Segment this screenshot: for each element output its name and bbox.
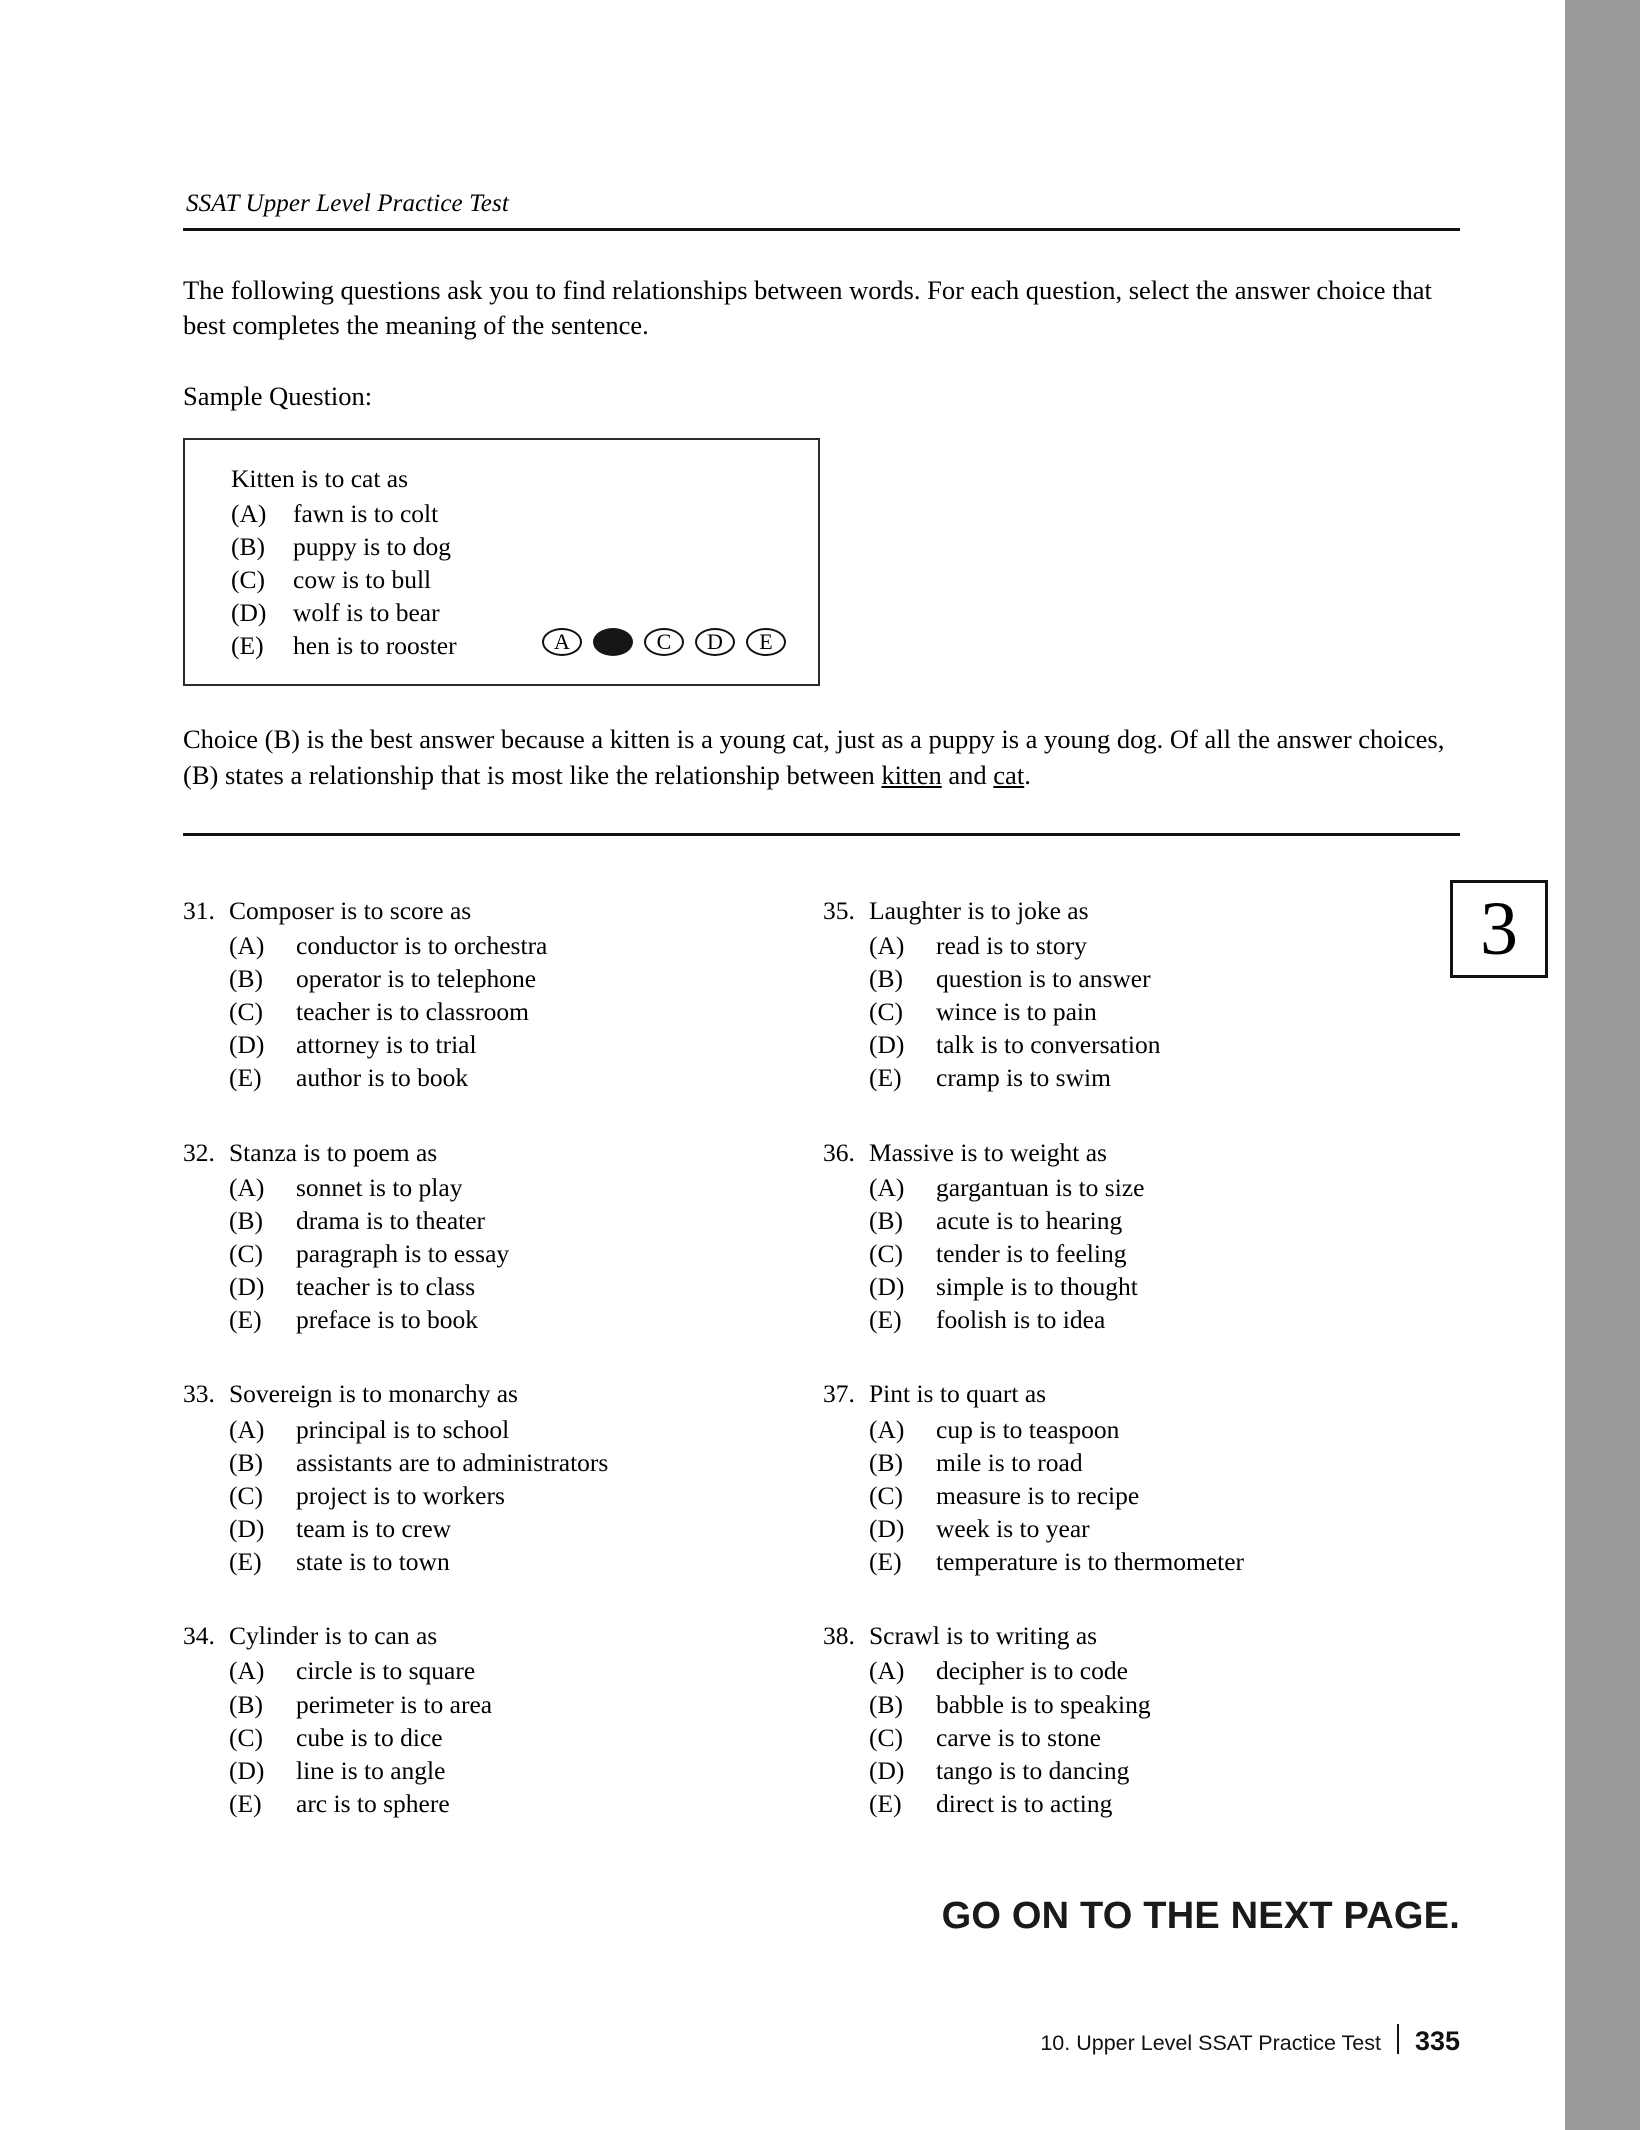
sample-option-text: wolf is to bear <box>293 598 440 628</box>
question-number: 36. <box>823 1137 855 1167</box>
answer-bubble-b-filled[interactable] <box>593 628 633 656</box>
question-33 <box>183 1377 823 1578</box>
question-stem <box>823 1619 1463 1652</box>
sample-question-stem: Kitten is to cat as <box>231 464 409 494</box>
option-text: temperature is to thermometer <box>936 1547 1245 1577</box>
question-option[interactable] <box>183 1787 823 1820</box>
option-text: cup is to teaspoon <box>936 1414 1120 1444</box>
option-text: arc is to sphere <box>296 1789 450 1819</box>
question-option[interactable] <box>823 1237 1463 1270</box>
question-37 <box>823 1377 1463 1578</box>
explanation-part-3: . <box>1024 759 1031 790</box>
answer-bubble-d[interactable]: D <box>695 628 735 656</box>
option-letter: (C) <box>229 1480 263 1510</box>
instructions-paragraph: The following questions ask you to find relationships between words. For each question, select the answer choice that best completes the meaning of the sentence. <box>183 275 1432 341</box>
question-column-right <box>823 894 1463 1820</box>
question-option[interactable] <box>183 1061 823 1094</box>
sample-question-label: Sample Question: <box>183 381 373 412</box>
option-text: foolish is to idea <box>936 1305 1106 1335</box>
footer-chapter-label: 10. Upper Level SSAT Practice Test <box>1040 2031 1381 2055</box>
question-option[interactable] <box>183 1721 823 1754</box>
option-text: week is to year <box>936 1514 1090 1544</box>
explanation-part-2: and <box>941 759 994 790</box>
question-option[interactable] <box>823 1545 1463 1578</box>
answer-bubble-e[interactable]: E <box>746 628 786 656</box>
option-letter: (B) <box>869 1205 903 1235</box>
question-option[interactable] <box>823 1303 1463 1336</box>
question-text: Composer is to score as <box>229 895 472 925</box>
question-option[interactable] <box>183 995 823 1028</box>
question-column-left <box>183 894 823 1820</box>
option-letter: (B) <box>229 964 263 994</box>
option-text: babble is to speaking <box>936 1689 1151 1719</box>
question-option[interactable] <box>183 929 823 962</box>
question-option[interactable] <box>823 962 1463 995</box>
question-option[interactable] <box>183 1204 823 1237</box>
sample-option-letter: (E) <box>231 631 264 661</box>
option-letter: (A) <box>229 1414 265 1444</box>
footer-page-number: 335 <box>1414 2026 1460 2056</box>
option-text: perimeter is to area <box>296 1689 493 1719</box>
question-option[interactable] <box>823 1512 1463 1545</box>
question-option[interactable] <box>823 929 1463 962</box>
sample-question-box <box>183 438 820 686</box>
question-columns <box>183 886 1518 1820</box>
question-option[interactable] <box>823 1654 1463 1687</box>
question-option[interactable] <box>183 1754 823 1787</box>
question-36 <box>823 1136 1463 1337</box>
option-letter: (D) <box>229 1755 265 1785</box>
option-letter: (B) <box>869 964 903 994</box>
question-option[interactable] <box>183 1446 823 1479</box>
sample-option-letter: (B) <box>231 531 265 561</box>
option-text: circle is to square <box>296 1656 476 1686</box>
option-text: operator is to telephone <box>296 964 537 994</box>
option-letter: (A) <box>869 930 905 960</box>
option-text: simple is to thought <box>936 1272 1138 1302</box>
option-text: tango is to dancing <box>936 1755 1130 1785</box>
question-stem <box>183 1377 823 1410</box>
option-text: conductor is to orchestra <box>296 930 548 960</box>
question-option[interactable] <box>183 1545 823 1578</box>
option-text: talk is to conversation <box>936 1030 1161 1060</box>
sample-option-text: fawn is to colt <box>293 498 439 528</box>
option-letter: (C) <box>229 1722 263 1752</box>
question-option[interactable] <box>823 1721 1463 1754</box>
option-letter: (D) <box>869 1514 905 1544</box>
option-letter: (E) <box>869 1547 902 1577</box>
option-text: principal is to school <box>296 1414 510 1444</box>
explanation-underline-kitten: kitten <box>881 759 942 790</box>
option-letter: (E) <box>869 1063 902 1093</box>
question-text: Sovereign is to monarchy as <box>229 1379 518 1409</box>
option-letter: (A) <box>869 1656 905 1686</box>
option-letter: (E) <box>869 1305 902 1335</box>
question-number: 34. <box>183 1621 215 1651</box>
question-number: 32. <box>183 1137 215 1167</box>
option-letter: (A) <box>869 1414 905 1444</box>
option-letter: (D) <box>869 1272 905 1302</box>
option-letter: (E) <box>229 1789 262 1819</box>
question-text: Scrawl is to writing as <box>869 1621 1098 1651</box>
question-number: 37. <box>823 1379 855 1409</box>
page-footer <box>183 2020 1460 2057</box>
option-letter: (A) <box>229 1656 265 1686</box>
option-text: line is to angle <box>296 1755 446 1785</box>
question-35 <box>823 894 1463 1095</box>
option-letter: (C) <box>869 1239 903 1269</box>
page-edge-strip <box>1565 0 1640 2130</box>
option-text: question is to answer <box>936 964 1151 994</box>
question-option[interactable] <box>183 1479 823 1512</box>
option-text: drama is to theater <box>296 1205 486 1235</box>
option-letter: (B) <box>229 1205 263 1235</box>
question-option[interactable] <box>823 1413 1463 1446</box>
question-option[interactable] <box>823 1028 1463 1061</box>
question-option[interactable] <box>823 1204 1463 1237</box>
header-rule <box>183 228 1460 231</box>
question-option[interactable] <box>823 1446 1463 1479</box>
question-option[interactable] <box>823 995 1463 1028</box>
option-letter: (E) <box>869 1789 902 1819</box>
option-text: mile is to road <box>936 1447 1083 1477</box>
question-text: Massive is to weight as <box>869 1137 1107 1167</box>
question-option[interactable] <box>823 1754 1463 1787</box>
sample-option-letter: (D) <box>231 598 267 628</box>
sample-explanation <box>183 722 1460 792</box>
option-letter: (D) <box>229 1030 265 1060</box>
option-text: state is to town <box>296 1547 450 1577</box>
sample-option <box>231 530 818 563</box>
question-option[interactable] <box>183 1654 823 1687</box>
question-option[interactable] <box>183 1512 823 1545</box>
option-letter: (C) <box>869 997 903 1027</box>
sample-option <box>231 563 818 596</box>
option-letter: (D) <box>229 1272 265 1302</box>
option-text: tender is to feeling <box>936 1239 1127 1269</box>
answer-bubble-a[interactable]: A <box>542 628 582 656</box>
question-option[interactable] <box>823 1479 1463 1512</box>
explanation-part-1: Choice (B) is the best answer because a kitten is a young cat, just as a puppy is a young dog. Of all the answer choices, (B) states a relationship that is most like the relationship between <box>183 724 1445 790</box>
section-divider-rule <box>183 833 1460 836</box>
question-option[interactable] <box>183 1171 823 1204</box>
question-number: 38. <box>823 1621 855 1651</box>
page-content <box>183 190 1518 2056</box>
option-text: paragraph is to essay <box>296 1239 510 1269</box>
sample-option-text: hen is to rooster <box>293 631 457 661</box>
option-text: gargantuan is to size <box>936 1172 1145 1202</box>
question-option[interactable] <box>823 1270 1463 1303</box>
option-letter: (D) <box>229 1514 265 1544</box>
question-option[interactable] <box>183 1270 823 1303</box>
option-letter: (A) <box>869 1172 905 1202</box>
option-text: project is to workers <box>296 1480 505 1510</box>
sample-option <box>231 497 818 530</box>
question-38 <box>823 1619 1463 1820</box>
option-text: attorney is to trial <box>296 1030 477 1060</box>
question-stem <box>183 894 823 927</box>
sample-option-letter: (A) <box>231 498 267 528</box>
question-option[interactable] <box>823 1787 1463 1820</box>
sample-option-letter: (C) <box>231 564 265 594</box>
answer-bubble-c[interactable]: C <box>644 628 684 656</box>
option-letter: (C) <box>869 1722 903 1752</box>
option-letter: (B) <box>869 1689 903 1719</box>
sample-option-text: cow is to bull <box>293 564 432 594</box>
option-letter: (E) <box>229 1063 262 1093</box>
go-on-notice: GO ON TO THE NEXT PAGE. <box>941 1895 1460 1937</box>
question-option[interactable] <box>183 1303 823 1336</box>
question-text: Pint is to quart as <box>869 1379 1047 1409</box>
option-text: acute is to hearing <box>936 1205 1123 1235</box>
option-letter: (E) <box>229 1547 262 1577</box>
question-option[interactable] <box>823 1171 1463 1204</box>
question-text: Laughter is to joke as <box>869 895 1089 925</box>
question-32 <box>183 1136 823 1337</box>
option-text: teacher is to class <box>296 1272 476 1302</box>
question-number: 33. <box>183 1379 215 1409</box>
option-text: author is to book <box>296 1063 469 1093</box>
option-text: measure is to recipe <box>936 1480 1140 1510</box>
option-text: preface is to book <box>296 1305 478 1335</box>
option-letter: (D) <box>869 1755 905 1785</box>
question-stem <box>183 1136 823 1169</box>
option-letter: (C) <box>869 1480 903 1510</box>
sample-option-text: puppy is to dog <box>293 531 451 561</box>
question-text: Stanza is to poem as <box>229 1137 438 1167</box>
option-letter: (C) <box>229 997 263 1027</box>
question-number: 31. <box>183 895 215 925</box>
question-31 <box>183 894 823 1095</box>
option-text: wince is to pain <box>936 997 1097 1027</box>
option-text: team is to crew <box>296 1514 452 1544</box>
question-option[interactable] <box>823 1061 1463 1094</box>
running-header-title: SSAT Upper Level Practice Test <box>186 190 509 217</box>
option-letter: (A) <box>229 1172 265 1202</box>
question-stem <box>823 894 1463 927</box>
question-option[interactable] <box>183 1688 823 1721</box>
question-text: Cylinder is to can as <box>229 1621 438 1651</box>
question-stem <box>823 1377 1463 1410</box>
option-text: cramp is to swim <box>936 1063 1111 1093</box>
option-text: cube is to dice <box>296 1722 443 1752</box>
option-text: carve is to stone <box>936 1722 1101 1752</box>
option-letter: (B) <box>229 1447 263 1477</box>
option-letter: (B) <box>229 1689 263 1719</box>
option-text: sonnet is to play <box>296 1172 463 1202</box>
option-letter: (A) <box>229 930 265 960</box>
option-text: decipher is to code <box>936 1656 1128 1686</box>
question-option[interactable] <box>183 1028 823 1061</box>
option-text: read is to story <box>936 930 1087 960</box>
question-stem <box>183 1619 823 1652</box>
section-number-badge: 3 <box>1450 880 1548 978</box>
question-option[interactable] <box>183 1413 823 1446</box>
option-letter: (E) <box>229 1305 262 1335</box>
answer-bubble-row <box>542 628 786 656</box>
option-letter: (C) <box>229 1239 263 1269</box>
sample-option <box>231 596 818 629</box>
option-text: teacher is to classroom <box>296 997 529 1027</box>
option-text: assistants are to administrators <box>296 1447 609 1477</box>
option-text: direct is to acting <box>936 1789 1113 1819</box>
question-option[interactable] <box>183 1237 823 1270</box>
option-letter: (B) <box>869 1447 903 1477</box>
question-option[interactable] <box>823 1688 1463 1721</box>
question-number: 35. <box>823 895 855 925</box>
explanation-underline-cat: cat <box>993 759 1025 790</box>
footer-separator <box>1397 2024 1399 2054</box>
option-letter: (D) <box>869 1030 905 1060</box>
question-34 <box>183 1619 823 1820</box>
question-option[interactable] <box>183 962 823 995</box>
question-stem <box>823 1136 1463 1169</box>
